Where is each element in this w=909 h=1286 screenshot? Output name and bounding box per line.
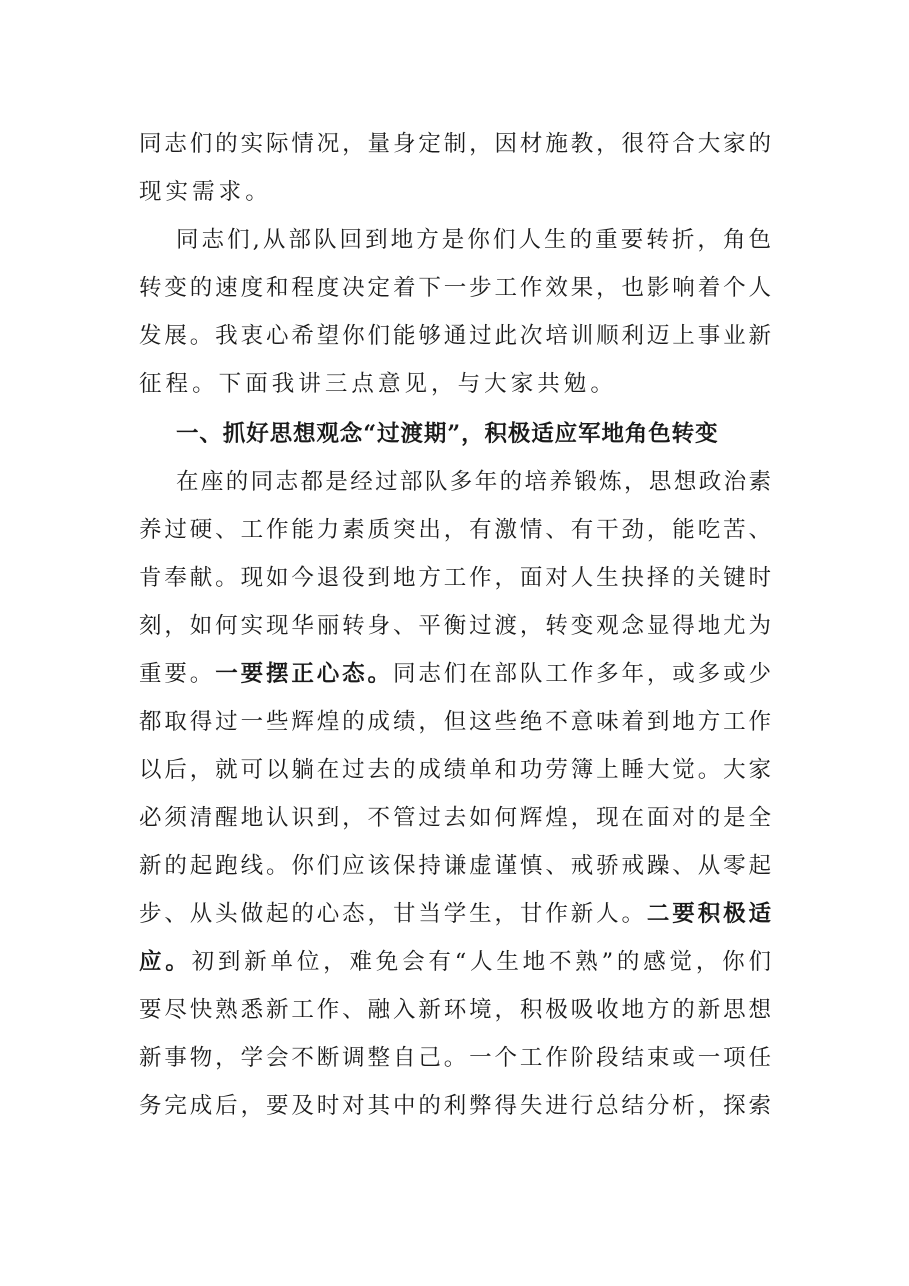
text-line	[176, 458, 771, 506]
text-span: 同志们,从部队回到地方是你们人生的重要转折，角色	[176, 227, 771, 253]
text-line	[139, 650, 771, 698]
heading-text: 一、抓好思想观念“过渡期”，积极适应军地角色转变	[176, 421, 719, 447]
text-line	[139, 360, 771, 408]
text-span: 同志们的实际情况，量身定制，因材施教，很符合大家的	[139, 131, 771, 157]
text-span: 新事物，学会不断调整自己。一个工作阶段结束或一项任	[139, 1045, 771, 1071]
text-line	[139, 264, 771, 312]
bold-key-phrase: 二要积极适	[646, 901, 771, 927]
text-span: 同志们在部队工作多年，或多或少	[392, 661, 771, 687]
text-line	[139, 168, 771, 216]
text-line	[176, 216, 771, 264]
text-span: 务完成后，要及时对其中的利弊得失进行总结分析，探索	[139, 1093, 771, 1119]
text-line	[139, 986, 771, 1034]
text-span: 现实需求。	[139, 179, 272, 205]
text-line	[139, 794, 771, 842]
text-line	[139, 890, 771, 938]
text-line	[139, 938, 771, 986]
text-span: 步、从头做起的心态，甘当学生，甘作新人。	[139, 901, 647, 927]
text-span: 必须清醒地认识到，不管过去如何辉煌，现在面对的是全	[139, 805, 771, 831]
text-span: 重要。	[139, 661, 216, 687]
text-span: 都取得过一些辉煌的成绩，但这些绝不意味着到地方工作	[139, 709, 771, 735]
text-line	[139, 602, 771, 650]
text-line	[139, 120, 771, 168]
bold-key-phrase: 一要摆正心态。	[215, 661, 393, 687]
text-span: 转变的速度和程度决定着下一步工作效果，也影响着个人	[139, 275, 771, 301]
text-line	[139, 1082, 771, 1130]
text-line	[139, 312, 771, 360]
text-span: 在座的同志都是经过部队多年的培养锻炼，思想政治素	[176, 469, 771, 495]
text-span: 要尽快熟悉新工作、融入新环境，积极吸收地方的新思想	[139, 997, 771, 1023]
text-line	[139, 698, 771, 746]
text-span: 征程。下面我讲三点意见，与大家共勉。	[139, 371, 617, 397]
text-span: 肯奉献。现如今退役到地方工作，面对人生抉择的关键时	[139, 565, 771, 591]
text-span: 新的起跑线。你们应该保持谦虚谨慎、戒骄戒躁、从零起	[139, 853, 771, 879]
text-span: 发展。我衷心希望你们能够通过此次培训顺利迈上事业新	[139, 323, 771, 349]
text-span: 以后，就可以躺在过去的成绩单和功劳簿上睡大觉。大家	[139, 757, 771, 783]
section-heading	[176, 410, 771, 458]
text-line	[139, 842, 771, 890]
text-span: 养过硬、工作能力素质突出，有激情、有干劲，能吃苦、	[139, 517, 771, 543]
text-line	[139, 1034, 771, 1082]
text-line	[139, 554, 771, 602]
text-span: 刻，如何实现华丽转身、平衡过渡，转变观念显得地尤为	[139, 613, 771, 639]
bold-key-phrase: 应。	[139, 949, 192, 975]
text-line	[139, 746, 771, 794]
text-span: 初到新单位，难免会有“人生地不熟”的感觉，你们	[191, 949, 771, 975]
text-line	[139, 506, 771, 554]
